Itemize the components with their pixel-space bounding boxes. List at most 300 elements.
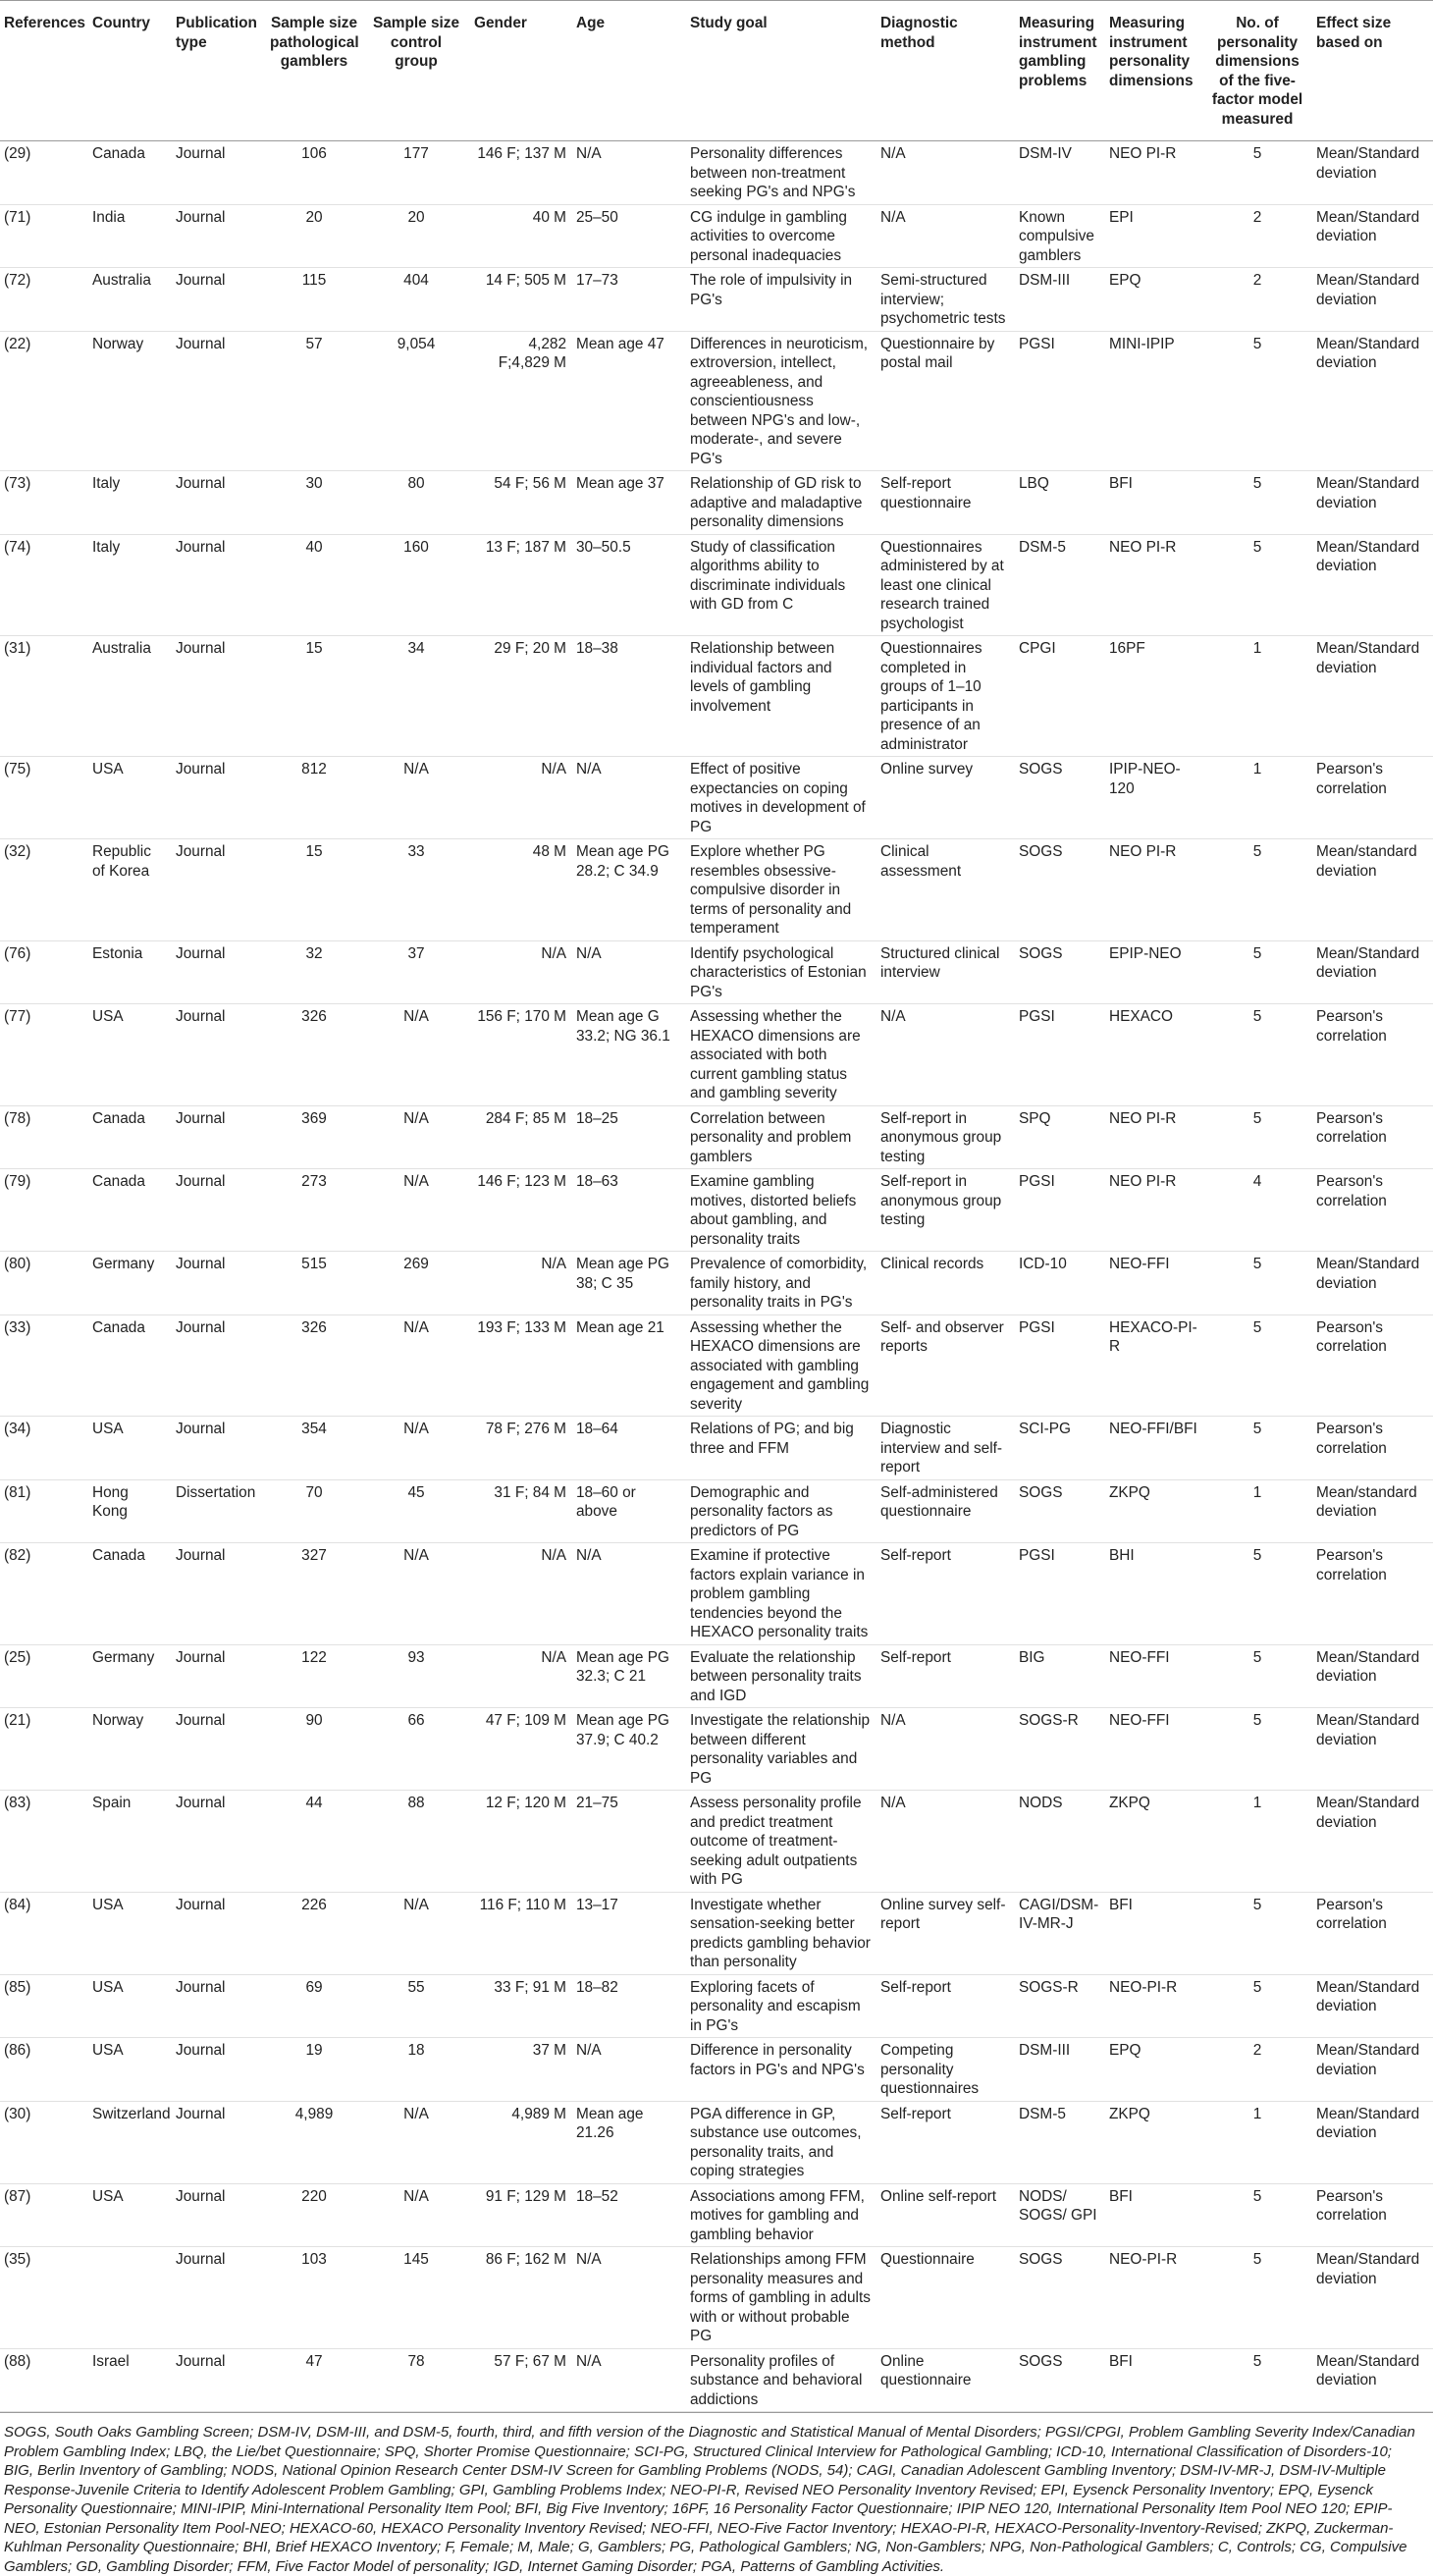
cell-instrument-gambling: ICD-10 [1015, 1252, 1105, 1315]
cell-instrument-gambling: CAGI/DSM-IV-MR-J [1015, 1892, 1105, 1974]
cell-sample-size-control: 55 [364, 1974, 470, 2038]
cell-gender: 4,282 F;4,829 M [470, 331, 572, 471]
cell-gender: 47 F; 109 M [470, 1708, 572, 1791]
cell-references: (79) [0, 1169, 88, 1252]
cell-num-dimensions: 4 [1204, 1169, 1312, 1252]
cell-references: (87) [0, 2183, 88, 2247]
cell-effect-size-basis: Mean/Standard deviation [1312, 636, 1433, 757]
cell-age: 21–75 [572, 1791, 686, 1893]
cell-num-dimensions: 5 [1204, 1974, 1312, 2038]
cell-num-dimensions: 5 [1204, 1417, 1312, 1480]
cell-gender: 14 F; 505 M [470, 268, 572, 332]
table-row [0, 1004, 1433, 1106]
cell-study-goal: Personality profiles of substance and behavioral addictions [686, 2348, 876, 2412]
table-row [0, 1105, 1433, 1169]
table-row [0, 1791, 1433, 1893]
cell-gender: 78 F; 276 M [470, 1417, 572, 1480]
cell-effect-size-basis: Mean/Standard deviation [1312, 1974, 1433, 2038]
cell-publication-type: Journal [172, 1004, 266, 1106]
cell-sample-size-control: 33 [364, 839, 470, 941]
cell-country: Australia [88, 636, 172, 757]
cell-sample-size-pg: 20 [266, 204, 364, 268]
cell-diagnostic-method: Competing personality questionnaires [876, 2038, 1015, 2102]
cell-instrument-gambling: CPGI [1015, 636, 1105, 757]
cell-study-goal: Explore whether PG resembles obsessive-compulsive disorder in terms of personality and temperament [686, 839, 876, 941]
cell-study-goal: Assessing whether the HEXACO dimensions are associated with both current gambling status and gambling severity [686, 1004, 876, 1106]
cell-instrument-personality: EPI [1105, 204, 1204, 268]
cell-instrument-personality: NEO PI-R [1105, 141, 1204, 205]
cell-sample-size-control: N/A [364, 1892, 470, 1974]
cell-sample-size-control: 45 [364, 1479, 470, 1543]
cell-num-dimensions: 1 [1204, 1791, 1312, 1893]
cell-age: 17–73 [572, 268, 686, 332]
cell-sample-size-pg: 57 [266, 331, 364, 471]
cell-num-dimensions: 2 [1204, 268, 1312, 332]
cell-instrument-personality: NEO PI-R [1105, 534, 1204, 636]
cell-publication-type: Journal [172, 1417, 266, 1480]
cell-effect-size-basis: Pearson's correlation [1312, 1543, 1433, 1645]
cell-sample-size-control: 66 [364, 1708, 470, 1791]
cell-study-goal: Relations of PG; and big three and FFM [686, 1417, 876, 1480]
cell-age: N/A [572, 141, 686, 205]
cell-sample-size-pg: 812 [266, 757, 364, 839]
table-row [0, 268, 1433, 332]
cell-gender: 13 F; 187 M [470, 534, 572, 636]
cell-diagnostic-method: Online survey self-report [876, 1892, 1015, 1974]
cell-instrument-gambling: PGSI [1015, 331, 1105, 471]
table-footnote: SOGS, South Oaks Gambling Screen; DSM-IV, DSM-III, and DSM-5, fourth, third, and fifth version of the Diagnostic and Statistical Manual of Mental Disorders; PGSI/CPGI, Problem Gambling Severity Index/Canadian Problem Gambling Index; LBQ, the Lie/bet Questionnaire; SPQ, Shorter Promise Questionnaire; SCI-PG, Structured Clinical Interview for Pathological Gambling; ICD-10, International Classification of Disorders-10; BIG, Berlin Inventory of Gambling; NODS, National Opinion Research Center DSM-IV Screen for Gambling Problems (NODS, 54); CAGI, Canadian Adolescent Gambling Inventory; DSM-IV-MR-J, DSM-IV-Multiple Response-Juvenile Criteria to Identify Adolescent Problem Gambling; GPI, Gambling Problems Index; NEO-PI-R, Revised NEO Personality Inventory Revised; EPI, Eysenck Personality Inventory; EPQ, Eysenck Personality Questionnaire; MINI-IPIP, Mini-International Personality Item Pool; BFI, Big Five Inventory; 16PF, 16 Personality Factor Questionnaire; IPIP NEO 120, International Personality Item Pool NEO 120; EPIP-NEO, Estonian Personality Item Pool-NEO; HEXACO-60, HEXACO Personality Inventory Revised; NEO-FFI, NEO-Five Factor Inventory; HEXAO-PI-R, HEXACO-Personality-Inventory-Revised; ZKPQ, Zuckerman-Kuhlman Personality Questionnaire; BHI, Brief HEXACO Inventory; F, Female; M, Male; G, Gamblers; PG, Pathological Gamblers; NG, Non-Gamblers; NPG, Non-Pathological Gamblers; C, Controls; CG, Compulsive Gamblers; GD, Gambling Disorder; FFM, Five Factor Model of personality; IGD, Internet Gaming Disorder; PGA, Patterns of Gambling Activities. [0, 2412, 1433, 2576]
cell-num-dimensions: 5 [1204, 1543, 1312, 1645]
cell-sample-size-control: N/A [364, 2101, 470, 2183]
cell-publication-type: Journal [172, 1169, 266, 1252]
cell-publication-type: Journal [172, 268, 266, 332]
cell-study-goal: Differences in neuroticism, extroversion, intellect, agreeableness, and conscientiousness between NPG's and low-, moderate-, and severe PG's [686, 331, 876, 471]
cell-publication-type: Journal [172, 1252, 266, 1315]
cell-sample-size-control: 34 [364, 636, 470, 757]
cell-publication-type: Journal [172, 534, 266, 636]
cell-instrument-personality: NEO PI-R [1105, 1169, 1204, 1252]
cell-publication-type: Journal [172, 1105, 266, 1169]
cell-publication-type: Journal [172, 2101, 266, 2183]
cell-num-dimensions: 5 [1204, 2247, 1312, 2349]
cell-age: 18–38 [572, 636, 686, 757]
cell-age: 30–50.5 [572, 534, 686, 636]
cell-country: Spain [88, 1791, 172, 1893]
cell-age: Mean age 37 [572, 471, 686, 535]
cell-gender: N/A [470, 1543, 572, 1645]
column-header-country: Country [88, 1, 172, 141]
cell-references: (86) [0, 2038, 88, 2102]
table-row [0, 1708, 1433, 1791]
cell-sample-size-pg: 273 [266, 1169, 364, 1252]
cell-age: N/A [572, 2247, 686, 2349]
cell-country: Canada [88, 1169, 172, 1252]
cell-instrument-personality: MINI-IPIP [1105, 331, 1204, 471]
cell-study-goal: Investigate whether sensation-seeking better predicts gambling behavior than personality [686, 1892, 876, 1974]
cell-country: USA [88, 1974, 172, 2038]
cell-sample-size-control: 37 [364, 940, 470, 1004]
cell-sample-size-control: N/A [364, 2183, 470, 2247]
table-row [0, 204, 1433, 268]
cell-instrument-gambling: PGSI [1015, 1543, 1105, 1645]
cell-sample-size-pg: 90 [266, 1708, 364, 1791]
cell-diagnostic-method: Self-report [876, 2101, 1015, 2183]
cell-study-goal: Relationships among FFM personality measures and forms of gambling in adults with or without probable PG [686, 2247, 876, 2349]
cell-instrument-personality: EPQ [1105, 268, 1204, 332]
cell-references: (73) [0, 471, 88, 535]
cell-sample-size-control: N/A [364, 1543, 470, 1645]
cell-publication-type: Journal [172, 471, 266, 535]
cell-diagnostic-method: N/A [876, 1004, 1015, 1106]
cell-country: USA [88, 2038, 172, 2102]
cell-references: (34) [0, 1417, 88, 1480]
cell-publication-type: Journal [172, 1543, 266, 1645]
column-header-sample-size-control: Sample size control group [364, 1, 470, 141]
cell-publication-type: Journal [172, 331, 266, 471]
cell-instrument-gambling: DSM-III [1015, 268, 1105, 332]
cell-sample-size-control: 145 [364, 2247, 470, 2349]
cell-num-dimensions: 5 [1204, 1252, 1312, 1315]
cell-age: Mean age PG 28.2; C 34.9 [572, 839, 686, 941]
cell-instrument-gambling: SOGS [1015, 839, 1105, 941]
cell-num-dimensions: 5 [1204, 1892, 1312, 1974]
cell-publication-type: Journal [172, 2247, 266, 2349]
table-row [0, 839, 1433, 941]
cell-sample-size-control: 404 [364, 268, 470, 332]
table-row [0, 2038, 1433, 2102]
cell-instrument-gambling: DSM-5 [1015, 2101, 1105, 2183]
cell-instrument-gambling: SOGS-R [1015, 1708, 1105, 1791]
cell-age: 13–17 [572, 1892, 686, 1974]
cell-sample-size-control: 93 [364, 1644, 470, 1708]
cell-diagnostic-method: Questionnaires administered by at least one clinical research trained psychologist [876, 534, 1015, 636]
cell-country: Canada [88, 1105, 172, 1169]
cell-instrument-gambling: BIG [1015, 1644, 1105, 1708]
cell-sample-size-control: N/A [364, 1315, 470, 1417]
cell-sample-size-pg: 30 [266, 471, 364, 535]
cell-study-goal: Difference in personality factors in PG's and NPG's [686, 2038, 876, 2102]
cell-sample-size-pg: 4,989 [266, 2101, 364, 2183]
table-row [0, 1315, 1433, 1417]
cell-references: (32) [0, 839, 88, 941]
cell-publication-type: Journal [172, 2348, 266, 2412]
cell-num-dimensions: 5 [1204, 2183, 1312, 2247]
cell-references: (71) [0, 204, 88, 268]
cell-publication-type: Journal [172, 940, 266, 1004]
cell-age: N/A [572, 2038, 686, 2102]
cell-diagnostic-method: Questionnaires completed in groups of 1–10 participants in presence of an administrator [876, 636, 1015, 757]
cell-diagnostic-method: Online survey [876, 757, 1015, 839]
cell-instrument-gambling: DSM-IV [1015, 141, 1105, 205]
cell-study-goal: Study of classification algorithms ability to discriminate individuals with GD from C [686, 534, 876, 636]
cell-gender: 33 F; 91 M [470, 1974, 572, 2038]
cell-study-goal: Correlation between personality and problem gamblers [686, 1105, 876, 1169]
table-row [0, 636, 1433, 757]
cell-gender: 146 F; 123 M [470, 1169, 572, 1252]
cell-instrument-gambling: SOGS [1015, 1479, 1105, 1543]
cell-effect-size-basis: Mean/Standard deviation [1312, 2101, 1433, 2183]
cell-publication-type: Journal [172, 204, 266, 268]
column-header-diagnostic-method: Diagnostic method [876, 1, 1015, 141]
cell-instrument-gambling: SOGS [1015, 940, 1105, 1004]
cell-instrument-personality: ZKPQ [1105, 2101, 1204, 2183]
cell-sample-size-control: 177 [364, 141, 470, 205]
cell-publication-type: Journal [172, 839, 266, 941]
cell-study-goal: Examine gambling motives, distorted beliefs about gambling, and personality traits [686, 1169, 876, 1252]
cell-country: USA [88, 1892, 172, 1974]
table-row [0, 1417, 1433, 1480]
table-row [0, 1644, 1433, 1708]
cell-country: Italy [88, 534, 172, 636]
cell-publication-type: Journal [172, 1708, 266, 1791]
cell-effect-size-basis: Mean/standard deviation [1312, 1479, 1433, 1543]
cell-num-dimensions: 5 [1204, 1644, 1312, 1708]
cell-instrument-personality: ZKPQ [1105, 1479, 1204, 1543]
cell-effect-size-basis: Mean/Standard deviation [1312, 1708, 1433, 1791]
cell-diagnostic-method: Diagnostic interview and self-report [876, 1417, 1015, 1480]
cell-sample-size-pg: 327 [266, 1543, 364, 1645]
cell-sample-size-control: 20 [364, 204, 470, 268]
cell-diagnostic-method: Questionnaire by postal mail [876, 331, 1015, 471]
column-header-sample-size-pg: Sample size pathological gamblers [266, 1, 364, 141]
cell-study-goal: Assessing whether the HEXACO dimensions are associated with gambling engagement and gambling severity [686, 1315, 876, 1417]
cell-instrument-gambling: SPQ [1015, 1105, 1105, 1169]
cell-sample-size-control: 78 [364, 2348, 470, 2412]
cell-references: (76) [0, 940, 88, 1004]
table-row [0, 2348, 1433, 2412]
cell-references: (81) [0, 1479, 88, 1543]
cell-effect-size-basis: Mean/Standard deviation [1312, 1791, 1433, 1893]
cell-publication-type: Journal [172, 141, 266, 205]
cell-instrument-personality: NEO-FFI [1105, 1644, 1204, 1708]
cell-publication-type: Dissertation [172, 1479, 266, 1543]
cell-age: N/A [572, 2348, 686, 2412]
cell-references: (85) [0, 1974, 88, 2038]
cell-num-dimensions: 1 [1204, 2101, 1312, 2183]
cell-instrument-personality: HEXACO-PI-R [1105, 1315, 1204, 1417]
cell-gender: 57 F; 67 M [470, 2348, 572, 2412]
cell-instrument-personality: NEO PI-R [1105, 1105, 1204, 1169]
cell-sample-size-pg: 122 [266, 1644, 364, 1708]
cell-gender: 146 F; 137 M [470, 141, 572, 205]
cell-effect-size-basis: Pearson's correlation [1312, 1417, 1433, 1480]
cell-country: Germany [88, 1252, 172, 1315]
cell-references: (78) [0, 1105, 88, 1169]
cell-country: Australia [88, 268, 172, 332]
cell-age: 18–64 [572, 1417, 686, 1480]
cell-gender: N/A [470, 1644, 572, 1708]
header-row [0, 1, 1433, 141]
table-row [0, 534, 1433, 636]
cell-gender: 116 F; 110 M [470, 1892, 572, 1974]
cell-sample-size-pg: 354 [266, 1417, 364, 1480]
cell-publication-type: Journal [172, 1892, 266, 1974]
cell-references: (74) [0, 534, 88, 636]
table-row [0, 2247, 1433, 2349]
cell-instrument-gambling: PGSI [1015, 1315, 1105, 1417]
cell-sample-size-pg: 69 [266, 1974, 364, 2038]
cell-instrument-gambling: SOGS [1015, 2348, 1105, 2412]
cell-effect-size-basis: Pearson's correlation [1312, 2183, 1433, 2247]
cell-age: Mean age 47 [572, 331, 686, 471]
table-row [0, 1543, 1433, 1645]
cell-instrument-personality: NEO-FFI/BFI [1105, 1417, 1204, 1480]
cell-study-goal: Evaluate the relationship between personality traits and IGD [686, 1644, 876, 1708]
cell-references: (30) [0, 2101, 88, 2183]
cell-references: (83) [0, 1791, 88, 1893]
table-row [0, 1252, 1433, 1315]
column-header-num-dimensions: No. of personality dimensions of the five-factor model measured [1204, 1, 1312, 141]
cell-effect-size-basis: Mean/Standard deviation [1312, 268, 1433, 332]
cell-num-dimensions: 5 [1204, 1004, 1312, 1106]
cell-country: Italy [88, 471, 172, 535]
cell-study-goal: Demographic and personality factors as predictors of PG [686, 1479, 876, 1543]
cell-instrument-gambling: NODS/ SOGS/ GPI [1015, 2183, 1105, 2247]
cell-references: (31) [0, 636, 88, 757]
cell-sample-size-pg: 103 [266, 2247, 364, 2349]
cell-study-goal: Exploring facets of personality and escapism in PG's [686, 1974, 876, 2038]
cell-sample-size-pg: 226 [266, 1892, 364, 1974]
cell-publication-type: Journal [172, 1974, 266, 2038]
cell-gender: 31 F; 84 M [470, 1479, 572, 1543]
cell-diagnostic-method: Online questionnaire [876, 2348, 1015, 2412]
cell-diagnostic-method: N/A [876, 204, 1015, 268]
cell-references: (77) [0, 1004, 88, 1106]
cell-references: (22) [0, 331, 88, 471]
cell-age: 18–60 or above [572, 1479, 686, 1543]
cell-study-goal: PGA difference in GP, substance use outcomes, personality traits, and coping strategies [686, 2101, 876, 2183]
cell-gender: 29 F; 20 M [470, 636, 572, 757]
cell-diagnostic-method: Self-report [876, 1974, 1015, 2038]
cell-instrument-gambling: SOGS [1015, 2247, 1105, 2349]
cell-gender: 48 M [470, 839, 572, 941]
cell-num-dimensions: 5 [1204, 839, 1312, 941]
cell-diagnostic-method: Self-report in anonymous group testing [876, 1105, 1015, 1169]
table-row [0, 141, 1433, 205]
cell-country: Norway [88, 1708, 172, 1791]
cell-references: (84) [0, 1892, 88, 1974]
cell-sample-size-control: 88 [364, 1791, 470, 1893]
column-header-study-goal: Study goal [686, 1, 876, 141]
cell-publication-type: Journal [172, 2183, 266, 2247]
cell-effect-size-basis: Mean/Standard deviation [1312, 141, 1433, 205]
cell-sample-size-pg: 15 [266, 839, 364, 941]
cell-instrument-gambling: DSM-III [1015, 2038, 1105, 2102]
cell-country: Canada [88, 1315, 172, 1417]
cell-age: Mean age PG 32.3; C 21 [572, 1644, 686, 1708]
cell-diagnostic-method: Self-administered questionnaire [876, 1479, 1015, 1543]
cell-publication-type: Journal [172, 2038, 266, 2102]
cell-effect-size-basis: Pearson's correlation [1312, 1315, 1433, 1417]
cell-gender: 156 F; 170 M [470, 1004, 572, 1106]
cell-country: Switzerland [88, 2101, 172, 2183]
cell-country: India [88, 204, 172, 268]
cell-country: USA [88, 1004, 172, 1106]
cell-diagnostic-method: Self-report [876, 1644, 1015, 1708]
cell-gender: 86 F; 162 M [470, 2247, 572, 2349]
cell-gender: 91 F; 129 M [470, 2183, 572, 2247]
cell-diagnostic-method: N/A [876, 141, 1015, 205]
cell-sample-size-control: 80 [364, 471, 470, 535]
cell-instrument-gambling: DSM-5 [1015, 534, 1105, 636]
cell-sample-size-control: N/A [364, 1417, 470, 1480]
cell-publication-type: Journal [172, 636, 266, 757]
cell-instrument-gambling: SCI-PG [1015, 1417, 1105, 1480]
cell-publication-type: Journal [172, 757, 266, 839]
cell-country: Hong Kong [88, 1479, 172, 1543]
cell-study-goal: CG indulge in gambling activities to overcome personal inadequacies [686, 204, 876, 268]
cell-study-goal: Prevalence of comorbidity, family history, and personality traits in PG's [686, 1252, 876, 1315]
cell-sample-size-control: N/A [364, 1105, 470, 1169]
cell-num-dimensions: 5 [1204, 1708, 1312, 1791]
cell-age: Mean age 21 [572, 1315, 686, 1417]
cell-gender: N/A [470, 940, 572, 1004]
cell-sample-size-control: 269 [364, 1252, 470, 1315]
cell-gender: 284 F; 85 M [470, 1105, 572, 1169]
cell-diagnostic-method: N/A [876, 1708, 1015, 1791]
cell-gender: 40 M [470, 204, 572, 268]
cell-references: (29) [0, 141, 88, 205]
cell-sample-size-pg: 106 [266, 141, 364, 205]
column-header-gender: Gender [470, 1, 572, 141]
cell-sample-size-pg: 220 [266, 2183, 364, 2247]
cell-effect-size-basis: Mean/Standard deviation [1312, 471, 1433, 535]
cell-age: N/A [572, 757, 686, 839]
cell-age: N/A [572, 940, 686, 1004]
cell-num-dimensions: 1 [1204, 757, 1312, 839]
cell-instrument-personality: HEXACO [1105, 1004, 1204, 1106]
cell-references: (72) [0, 268, 88, 332]
cell-sample-size-pg: 326 [266, 1004, 364, 1106]
cell-effect-size-basis: Mean/Standard deviation [1312, 2247, 1433, 2349]
cell-gender: 37 M [470, 2038, 572, 2102]
cell-effect-size-basis: Mean/Standard deviation [1312, 2038, 1433, 2102]
cell-instrument-personality: NEO PI-R [1105, 839, 1204, 941]
cell-gender: 193 F; 133 M [470, 1315, 572, 1417]
cell-gender: 4,989 M [470, 2101, 572, 2183]
column-header-age: Age [572, 1, 686, 141]
table-row [0, 1892, 1433, 1974]
cell-publication-type: Journal [172, 1315, 266, 1417]
cell-effect-size-basis: Pearson's correlation [1312, 1892, 1433, 1974]
cell-publication-type: Journal [172, 1791, 266, 1893]
cell-country: Canada [88, 1543, 172, 1645]
cell-effect-size-basis: Pearson's correlation [1312, 1004, 1433, 1106]
cell-instrument-personality: IPIP-NEO-120 [1105, 757, 1204, 839]
cell-diagnostic-method: N/A [876, 1791, 1015, 1893]
cell-instrument-gambling: SOGS-R [1015, 1974, 1105, 2038]
table-row [0, 1479, 1433, 1543]
column-header-effect-size-basis: Effect size based on [1312, 1, 1433, 141]
cell-country: Estonia [88, 940, 172, 1004]
cell-study-goal: Associations among FFM, motives for gambling and gambling behavior [686, 2183, 876, 2247]
cell-country: Norway [88, 331, 172, 471]
cell-study-goal: Examine if protective factors explain variance in problem gambling tendencies beyond the HEXACO personality traits [686, 1543, 876, 1645]
cell-references: (33) [0, 1315, 88, 1417]
cell-instrument-personality: BFI [1105, 1892, 1204, 1974]
cell-sample-size-control: 9,054 [364, 331, 470, 471]
cell-country: USA [88, 2183, 172, 2247]
cell-references: (35) [0, 2247, 88, 2349]
cell-effect-size-basis: Pearson's correlation [1312, 757, 1433, 839]
cell-num-dimensions: 2 [1204, 2038, 1312, 2102]
table-row [0, 757, 1433, 839]
cell-effect-size-basis: Mean/standard deviation [1312, 839, 1433, 941]
cell-instrument-personality: NEO-FFI [1105, 1252, 1204, 1315]
cell-age: 25–50 [572, 204, 686, 268]
cell-instrument-gambling: PGSI [1015, 1004, 1105, 1106]
cell-sample-size-control: N/A [364, 757, 470, 839]
